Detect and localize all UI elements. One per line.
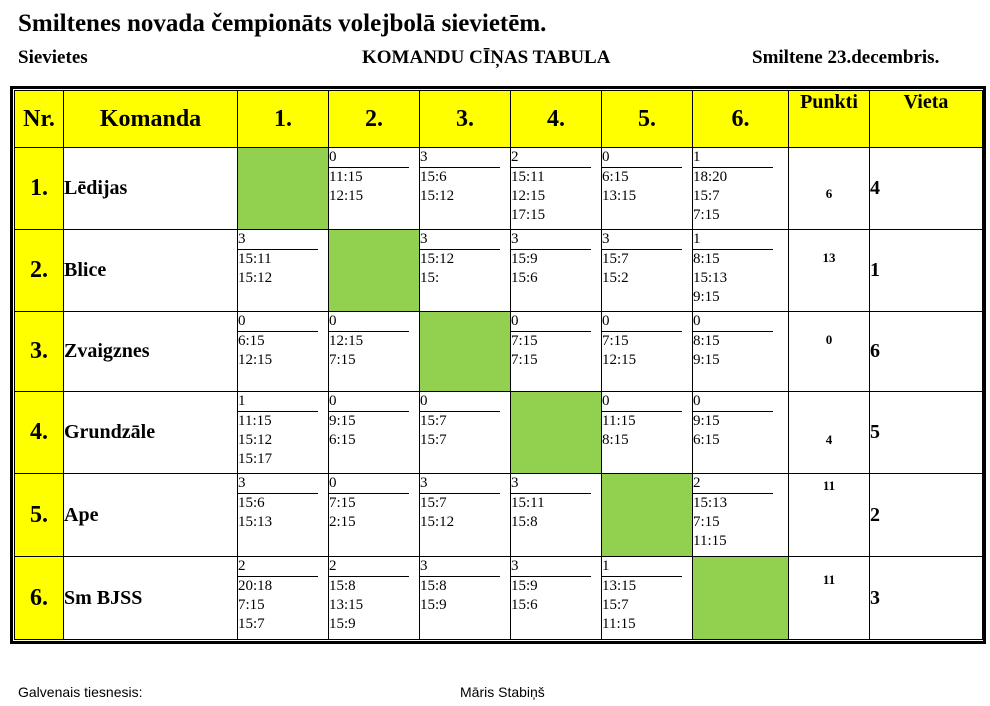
self-match-cell	[602, 474, 693, 557]
set-score: 11:15	[238, 413, 272, 430]
set-score: 12:15	[511, 188, 546, 204]
set-score: 11:15	[329, 169, 363, 185]
set-score: 15:6	[238, 495, 265, 512]
match-result-cell	[329, 311, 420, 392]
match-points: 0	[329, 392, 409, 412]
set-score: 15:7	[602, 597, 629, 614]
match-result-cell	[420, 392, 511, 474]
row-number: 3.	[15, 311, 64, 392]
set-score: 7:15	[693, 514, 720, 531]
set-score: 15:7	[602, 250, 629, 267]
header-team: Komanda	[64, 91, 238, 148]
set-score: 13:15	[602, 188, 637, 204]
match-result-cell	[511, 557, 602, 640]
set-score: 2:15	[329, 514, 356, 531]
set-score: 15:8	[329, 578, 356, 595]
set-score: 7:15	[602, 332, 629, 349]
table-row	[15, 474, 983, 557]
header-col-4: 4.	[511, 91, 602, 148]
place-value: 3	[870, 557, 983, 640]
place-value: 5	[870, 392, 983, 474]
set-score: 7:15	[238, 597, 265, 614]
set-score: 6:15	[693, 432, 720, 449]
points-value	[789, 311, 870, 392]
set-score: 15:9	[420, 597, 447, 614]
set-score: 15:7	[420, 495, 447, 512]
match-points: 0	[693, 392, 773, 412]
points-text: 0	[825, 331, 833, 347]
set-score: 15:9	[329, 616, 356, 633]
set-score: 7:15	[511, 332, 538, 349]
set-score: 15:13	[693, 495, 728, 512]
match-points: 3	[420, 148, 500, 168]
match-result-cell	[511, 311, 602, 392]
team-name: Lēdijas	[64, 148, 238, 230]
page-title: Smiltenes novada čempionāts volejbolā sievietēm.	[18, 10, 547, 37]
match-points: 1	[693, 148, 773, 168]
match-result-cell	[602, 148, 693, 230]
match-result-cell	[511, 229, 602, 311]
match-result-cell	[511, 474, 602, 557]
set-score: 15:	[420, 269, 440, 286]
self-match-cell	[238, 148, 329, 230]
set-score: 8:15	[602, 432, 629, 449]
set-score: 9:15	[329, 413, 356, 430]
set-score: 15:11	[511, 495, 545, 512]
table-row	[15, 392, 983, 474]
match-points: 2	[693, 474, 773, 494]
row-number: 5.	[15, 474, 64, 557]
self-match-cell	[329, 229, 420, 311]
match-points: 3	[511, 474, 591, 494]
set-score: 15:7	[420, 432, 447, 449]
header-col-5: 5.	[602, 91, 693, 148]
set-score: 7:15	[511, 351, 538, 368]
set-score: 6:15	[329, 432, 356, 449]
match-result-cell	[693, 474, 789, 557]
match-result-cell	[511, 148, 602, 230]
match-result-cell	[238, 557, 329, 640]
match-result-cell	[693, 148, 789, 230]
match-points: 3	[238, 474, 318, 494]
match-result-cell	[602, 311, 693, 392]
self-match-cell	[420, 311, 511, 392]
points-value	[789, 229, 870, 311]
set-score: 11:15	[693, 533, 727, 550]
set-score: 18:20	[693, 169, 728, 185]
team-name: Blice	[64, 229, 238, 311]
set-score: 13:15	[329, 597, 364, 614]
match-points: 0	[693, 312, 773, 332]
set-score: 15:7	[693, 188, 720, 204]
match-result-cell	[602, 392, 693, 474]
match-points: 0	[511, 312, 591, 332]
header-col-2: 2.	[329, 91, 420, 148]
set-score: 12:15	[238, 351, 273, 368]
match-result-cell	[420, 557, 511, 640]
match-points: 0	[329, 148, 409, 168]
set-score: 15:12	[238, 269, 273, 286]
set-score: 15:17	[238, 451, 273, 468]
match-result-cell	[238, 474, 329, 557]
match-result-cell	[329, 148, 420, 230]
match-result-cell	[238, 229, 329, 311]
points-value	[789, 392, 870, 474]
self-match-cell	[693, 557, 789, 640]
points-text: 13	[822, 249, 836, 265]
set-score: 11:15	[602, 616, 636, 633]
set-score: 13:15	[602, 578, 637, 595]
match-points: 0	[420, 392, 500, 412]
place-value: 2	[870, 474, 983, 557]
set-score: 12:15	[602, 351, 637, 368]
points-value	[789, 557, 870, 640]
table-row	[15, 557, 983, 640]
points-value	[789, 474, 870, 557]
table-row	[15, 148, 983, 230]
match-result-cell	[329, 392, 420, 474]
set-score: 15:12	[420, 250, 455, 267]
match-points: 0	[238, 312, 318, 332]
set-score: 6:15	[238, 332, 265, 349]
match-points: 1	[602, 557, 682, 577]
set-score: 15:9	[511, 250, 538, 267]
header-col-3: 3.	[420, 91, 511, 148]
set-score: 7:15	[329, 495, 356, 512]
match-points: 2	[238, 557, 318, 577]
subtitle-location-date: Smiltene 23.decembris.	[752, 47, 940, 68]
set-score: 9:15	[693, 351, 720, 368]
subtitle-table-name: KOMANDU CĪŅAS TABULA	[362, 47, 611, 68]
set-score: 11:15	[602, 413, 636, 430]
header-points: Punkti	[789, 91, 870, 148]
set-score: 12:15	[329, 332, 364, 349]
set-score: 15:11	[511, 169, 545, 185]
set-score: 15:13	[238, 514, 273, 531]
set-score: 15:8	[420, 578, 447, 595]
header-row	[15, 91, 983, 148]
match-points: 3	[602, 230, 682, 250]
row-number: 2.	[15, 229, 64, 311]
set-score: 7:15	[329, 351, 356, 368]
set-score: 9:15	[693, 413, 720, 430]
match-result-cell	[602, 229, 693, 311]
footer-judge-label: Galvenais tiesnesis:	[18, 684, 143, 700]
match-result-cell	[420, 474, 511, 557]
match-result-cell	[602, 557, 693, 640]
points-text: 11	[822, 478, 836, 494]
set-score: 15:12	[420, 514, 455, 531]
set-score: 15:8	[511, 514, 538, 531]
row-number: 6.	[15, 557, 64, 640]
match-points: 3	[511, 230, 591, 250]
team-name: Sm BJSS	[64, 557, 238, 640]
place-value: 1	[870, 229, 983, 311]
row-number: 4.	[15, 392, 64, 474]
points-text: 6	[825, 186, 833, 201]
match-points: 3	[420, 474, 500, 494]
set-score: 8:15	[693, 250, 720, 267]
row-number: 1.	[15, 148, 64, 230]
match-points: 1	[693, 230, 773, 250]
set-score: 15:6	[511, 597, 538, 614]
set-score: 8:15	[693, 332, 720, 349]
match-result-cell	[420, 229, 511, 311]
set-score: 17:15	[511, 207, 546, 223]
match-result-cell	[693, 311, 789, 392]
points-text: 11	[822, 572, 836, 588]
team-name: Grundzāle	[64, 392, 238, 474]
match-points: 0	[602, 148, 682, 168]
set-score: 20:18	[238, 578, 273, 595]
set-score: 6:15	[602, 169, 629, 185]
set-score: 15:11	[238, 250, 272, 267]
points-value	[789, 148, 870, 230]
set-score: 15:12	[420, 188, 455, 204]
match-points: 0	[602, 392, 682, 412]
match-points: 0	[329, 474, 409, 494]
match-result-cell	[693, 392, 789, 474]
match-points: 2	[511, 148, 591, 168]
set-score: 15:13	[693, 269, 728, 286]
set-score: 15:7	[420, 413, 447, 430]
subtitle-category: Sievietes	[18, 47, 88, 68]
set-score: 15:6	[420, 169, 447, 185]
match-result-cell	[329, 557, 420, 640]
table-row	[15, 311, 983, 392]
match-points: 3	[420, 230, 500, 250]
header-col-6: 6.	[693, 91, 789, 148]
match-result-cell	[420, 148, 511, 230]
match-points: 3	[238, 230, 318, 250]
match-result-cell	[693, 229, 789, 311]
set-score: 15:2	[602, 269, 629, 286]
match-result-cell	[238, 311, 329, 392]
set-score: 15:7	[238, 616, 265, 633]
match-result-cell	[238, 392, 329, 474]
match-result-cell	[329, 474, 420, 557]
team-name: Zvaigznes	[64, 311, 238, 392]
set-score: 9:15	[693, 288, 720, 305]
table-row	[15, 229, 983, 311]
match-points: 3	[420, 557, 500, 577]
place-value: 6	[870, 311, 983, 392]
set-score: 15:9	[511, 578, 538, 595]
points-text: 4	[825, 432, 833, 448]
team-name: Ape	[64, 474, 238, 557]
place-value: 4	[870, 148, 983, 230]
header-col-1: 1.	[238, 91, 329, 148]
match-points: 2	[329, 557, 409, 577]
set-score: 15:12	[238, 432, 273, 449]
set-score: 7:15	[693, 207, 720, 223]
match-points: 0	[329, 312, 409, 332]
match-points: 3	[511, 557, 591, 577]
header-place: Vieta	[870, 91, 983, 148]
match-points: 1	[238, 392, 318, 412]
header-nr: Nr.	[15, 91, 64, 148]
results-table	[14, 90, 983, 640]
match-points: 0	[602, 312, 682, 332]
self-match-cell	[511, 392, 602, 474]
set-score: 12:15	[329, 188, 364, 204]
set-score: 15:6	[511, 269, 538, 286]
footer-judge-name: Māris Stabiņš	[460, 684, 545, 700]
